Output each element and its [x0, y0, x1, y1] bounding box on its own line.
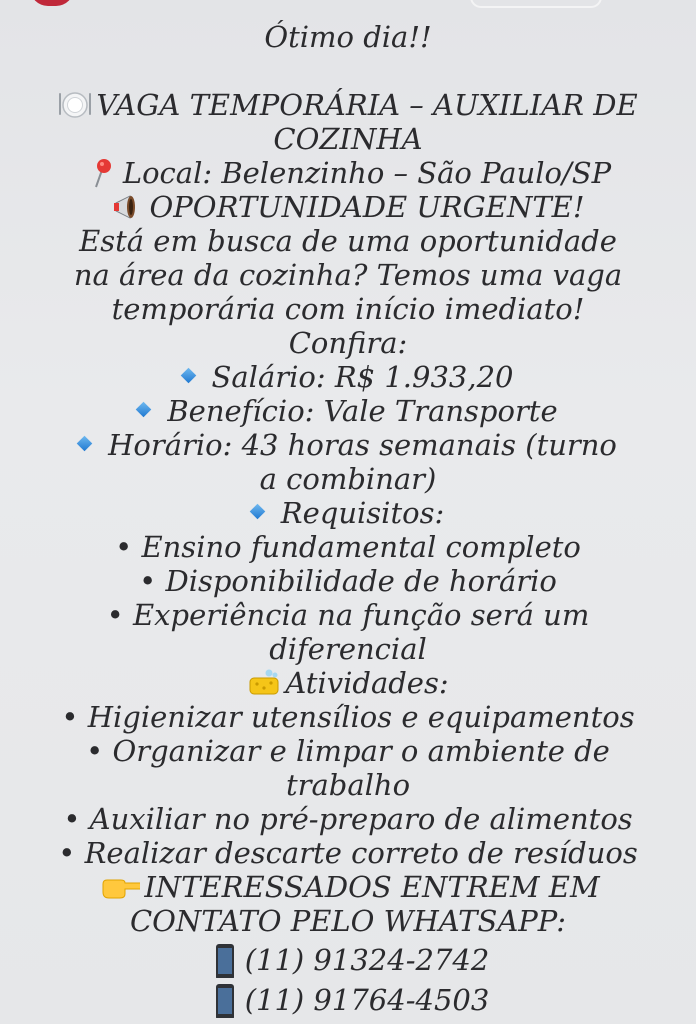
title-line-2: COZINHA [273, 122, 423, 156]
blank-line [0, 54, 696, 88]
requirements-title-line [0, 496, 696, 530]
story-text-block [0, 20, 696, 1018]
schedule-line-2: a combinar) [259, 462, 437, 496]
activity-item: • Realizar descarte correto de resíduos [58, 836, 638, 870]
location-text: Local: Belenzinho – São Paulo/SP [122, 156, 612, 190]
mobile-phone-icon [207, 978, 241, 1018]
blue-diamond-icon [77, 436, 93, 452]
pointing-hand-icon [96, 872, 140, 902]
title-line-1: VAGA TEMPORÁRIA – AUXILIAR DE [96, 88, 638, 122]
requirement-item: • Ensino fundamental completo [115, 530, 581, 564]
reply-pill[interactable] [470, 0, 602, 8]
activity-item: • Organizar e limpar o ambiente de [86, 734, 610, 768]
profile-ring[interactable] [30, 0, 74, 6]
intro-line-2: na área da cozinha? Temos uma vaga [73, 258, 623, 292]
plate-cutlery-icon [58, 90, 92, 120]
activities-title-line [0, 666, 696, 700]
schedule-text: Horário: 43 horas semanais (turno [108, 428, 617, 462]
phone-number[interactable]: (11) 91324-2742 [244, 943, 490, 977]
intro-line-3: temporária com início imediato! [111, 292, 585, 326]
benefit-text: Benefício: Vale Transporte [167, 394, 558, 428]
contact-line-2: CONTATO PELO WHATSAPP: [129, 904, 567, 938]
salary-text: Salário: R$ 1.933,20 [211, 360, 514, 394]
location-line [0, 156, 696, 190]
mobile-phone-icon [207, 938, 241, 978]
phone-line [0, 978, 696, 1018]
activity-item: • Higienizar utensílios e equipamentos [61, 700, 635, 734]
phone-number[interactable]: (11) 91764-4503 [244, 983, 490, 1017]
urgent-text: OPORTUNIDADE URGENTE! [149, 190, 585, 224]
blue-diamond-icon [180, 368, 196, 384]
requirement-item: diferencial [269, 632, 427, 666]
story-top-bar [0, 0, 696, 6]
blue-diamond-icon [250, 504, 266, 520]
job-title [0, 88, 696, 122]
contact-text-1: INTERESSADOS ENTREM EM [144, 870, 600, 904]
requirements-title: Requisitos: [280, 496, 445, 530]
schedule-line [0, 428, 696, 462]
salary-line [0, 360, 696, 394]
intro-line-1: Está em busca de uma oportunidade [79, 224, 617, 258]
megaphone-icon [112, 192, 146, 222]
confira-label: Confira: [288, 326, 408, 360]
urgent-line [0, 190, 696, 224]
greeting: Ótimo dia!! [264, 20, 432, 54]
requirement-item: • Disponibilidade de horário [139, 564, 557, 598]
benefit-line [0, 394, 696, 428]
activities-title: Atividades: [285, 666, 449, 700]
phone-line [0, 938, 696, 978]
map-pin-icon [85, 158, 119, 188]
sponge-icon [247, 668, 281, 698]
activity-item: trabalho [285, 768, 411, 802]
requirement-item: • Experiência na função será um [106, 598, 590, 632]
blue-diamond-icon [136, 402, 152, 418]
contact-line-1 [0, 870, 696, 904]
activity-item: • Auxiliar no pré-preparo de alimentos [63, 802, 633, 836]
